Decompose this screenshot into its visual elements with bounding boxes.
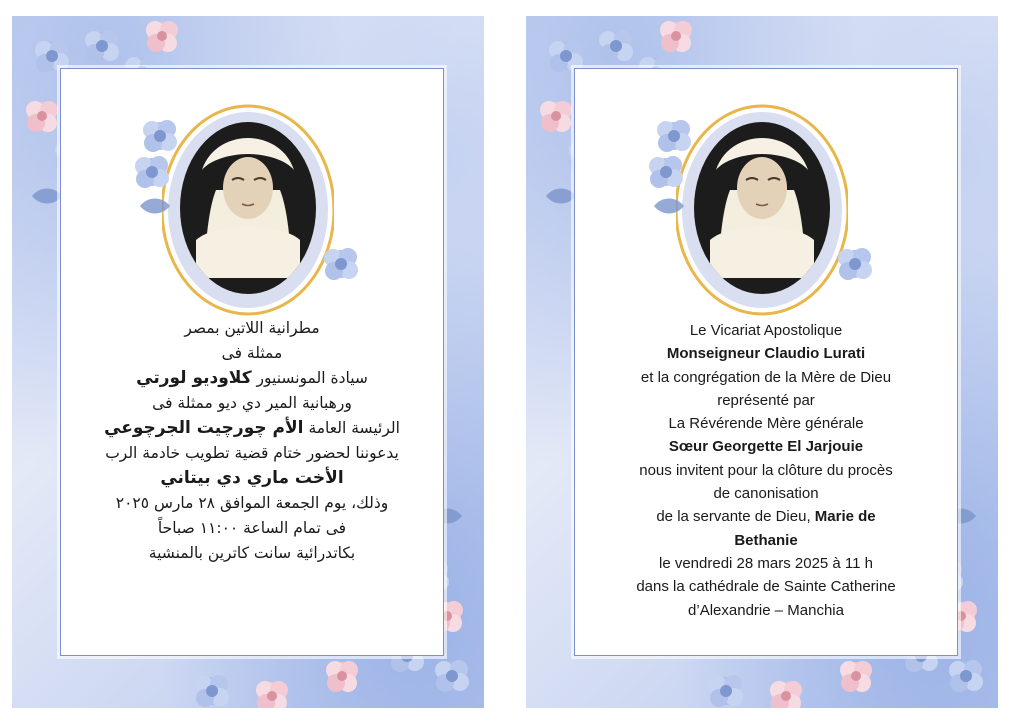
arabic-invitation-card (12, 16, 484, 708)
portrait-flower-decoration (317, 236, 367, 296)
invite-line: بكاتدرائية سانت كاترين بالمنشية (148, 544, 356, 562)
invite-line: ممثلة فى (221, 344, 283, 362)
invite-line: وذلك، يوم الجمعة الموافق ٢٨ مارس ٢٠٢٥ (115, 494, 389, 512)
invite-line-part: الرئيسة العامة (308, 419, 400, 437)
bishop-name: Monseigneur Claudio Lurati (666, 345, 866, 363)
invite-line-part: سيادة المونسنيور (256, 369, 368, 387)
invite-line (72, 366, 432, 391)
invite-line (72, 416, 432, 441)
french-invitation-card (526, 16, 998, 708)
invite-line: de canonisation (713, 485, 819, 503)
servant-name: Marie de (814, 508, 876, 526)
invite-line: d’Alexandrie – Manchia (688, 601, 844, 619)
invite-line: Le Vicariat Apostolique (689, 322, 843, 339)
servant-name: الأخت ماري دي بيتاني (160, 468, 344, 488)
invite-line: يدعوننا لحضور ختام قضية تطويب خادمة الرب (105, 444, 399, 462)
invite-line (586, 505, 946, 528)
invite-line: nous invitent pour la clôture du procès (639, 461, 893, 479)
servant-name-cont: Bethanie (734, 531, 798, 549)
superior-name: الأم چورچيت الجرچوعي (104, 418, 304, 438)
invite-line: représenté par (717, 391, 815, 409)
portrait-flower-decoration (644, 116, 704, 236)
invite-line-part: de la servante de Dieu, (656, 508, 811, 526)
superior-name: Sœur Georgette El Jarjouie (668, 438, 864, 456)
portrait-flower-decoration (130, 116, 190, 236)
invite-line: dans la cathédrale de Sainte Catherine (636, 578, 896, 596)
invite-line: فى تمام الساعة ١١:٠٠ صباحاً (157, 519, 347, 537)
bishop-name: كلاوديو لورتي (136, 368, 252, 388)
portrait-flower-decoration (831, 236, 881, 296)
invite-line: مطرانية اللاتين بمصر (184, 319, 320, 337)
arabic-invitation-text (72, 316, 432, 566)
invite-line: et la congrégation de la Mère de Dieu (640, 368, 892, 386)
french-invitation-text (586, 319, 946, 622)
invite-line: ورهبانية المير دي ديو ممثلة فى (152, 394, 352, 412)
invite-line: le vendredi 28 mars 2025 à 11 h (658, 554, 874, 572)
invite-line: La Révérende Mère générale (668, 415, 864, 433)
